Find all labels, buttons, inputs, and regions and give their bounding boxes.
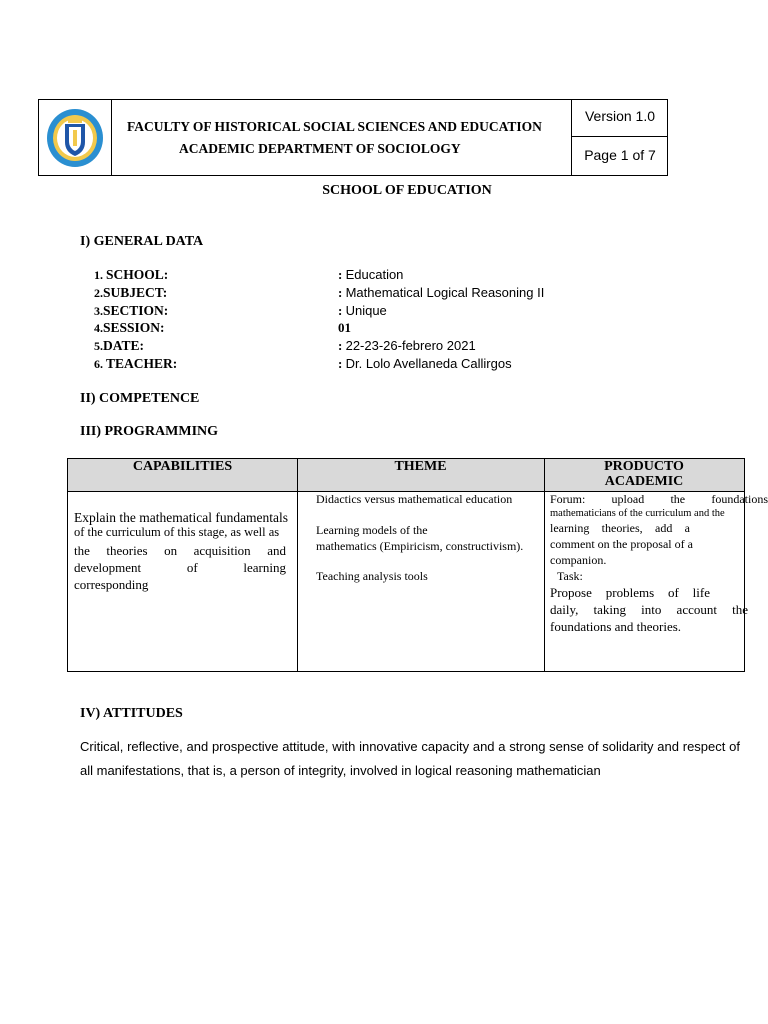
column-header-product: PRODUCTO ACADEMIC (604, 459, 684, 489)
product-cell: Forum: upload the foundations mathematicians of the curriculum and the learning theories, add a comment on the proposal of a companion. Task: Propose problems of life daily, taking into account the foundations and theories. (550, 492, 768, 634)
attitudes-paragraph: Critical, reflective, and prospective attitude, with innovative capacity and a strong sense of solidarity and respect of all manifestations, that is, a person of integrity, involved in logical reasoning mathematician (80, 739, 740, 778)
version-label: Version 1.0 (584, 108, 656, 124)
general-data-value-date: : 22-23-26-febrero 2021 (338, 338, 476, 353)
faculty-title: FACULTY OF HISTORICAL SOCIAL SCIENCES AND EDUCATION (127, 119, 542, 134)
competence-heading: II) COMPETENCE (80, 391, 200, 406)
general-data-value-school: : Education (338, 267, 404, 282)
programming-heading: III) PROGRAMMING (80, 424, 219, 439)
general-data-value-section: : Unique (338, 303, 387, 318)
school-heading: SCHOOL OF EDUCATION (322, 183, 492, 198)
document-header (38, 99, 668, 176)
capabilities-cell: Explain the mathematical fundamentals of the curriculum of this stage, as well as the theories on acquisition and development of learning corresponding (74, 510, 289, 592)
general-data-label-section: 3.SECTION: (94, 303, 169, 318)
general-data-label-teacher: 6. TEACHER: (94, 356, 178, 371)
version-cell (571, 100, 668, 175)
theme-cell: Didactics versus mathematical education Learning models of the mathematics (Empiricism, constructivism). Teaching analysis tools (316, 492, 524, 583)
university-seal-icon (46, 108, 104, 168)
version-divider (572, 136, 668, 137)
general-data-label-subject: 2.SUBJECT: (94, 285, 168, 300)
attitudes-heading: IV) ATTITUDES (80, 706, 183, 721)
general-data-value-teacher: : Dr. Lolo Avellaneda Callirgos (338, 356, 512, 371)
programming-table (67, 458, 768, 672)
department-title: ACADEMIC DEPARTMENT OF SOCIOLOGY (179, 141, 461, 156)
general-data-label-school: 1. SCHOOL: (94, 267, 169, 282)
column-header-capabilities: CAPABILITIES (132, 459, 233, 474)
general-data-value-subject: : Mathematical Logical Reasoning II (338, 285, 545, 300)
logo-cell (39, 100, 112, 175)
general-data-heading: I) GENERAL DATA (80, 234, 204, 249)
page-count-label: Page 1 of 7 (584, 147, 656, 163)
general-data-label-session: 4.SESSION: (94, 320, 165, 335)
general-data-value-session: 01 (338, 320, 351, 335)
column-header-theme: THEME (394, 459, 447, 474)
general-data-label-date: 5.DATE: (94, 338, 145, 353)
